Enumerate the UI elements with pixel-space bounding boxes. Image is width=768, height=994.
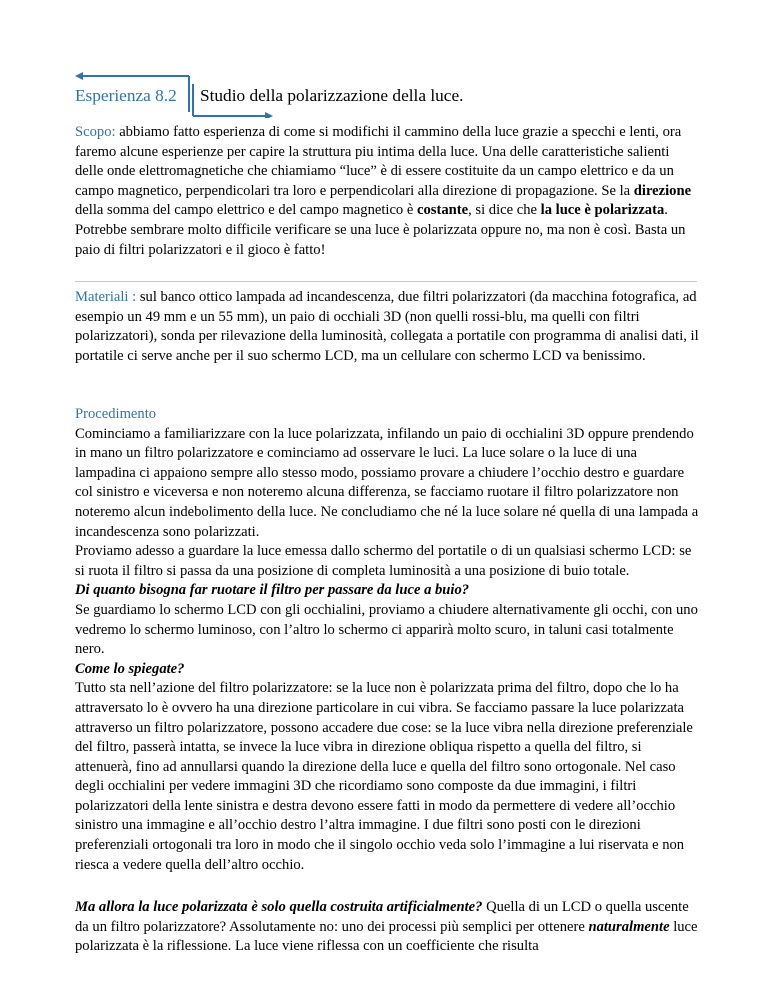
reflection-paragraph — [75, 898, 700, 957]
question-explain: Come lo spiegate? — [75, 660, 185, 677]
materiali-text: sul banco ottico lampada ad incandescenza, due filtri polarizzatori (da macchina fotografica, ad esempio un 49 mm e un 55 mm), un paio di occhiali 3D (non quelli rossi-blu, ma quelli con filtri polarizzatori), sonda per rilevazione della luminosità, collegata a portatile con programma di analisi dati, il portatile ci serve anche per il suo schermo LCD, ma un cellulare con schermo LCD va benissimo. — [75, 289, 699, 364]
section-divider — [75, 281, 697, 282]
procedimento-label: Procedimento — [75, 406, 157, 422]
experiment-header — [75, 70, 575, 118]
reflection-text: luce polarizzata è la riflessione. La luce viene riflessa con un coefficiente che risulta — [75, 918, 698, 955]
reflection-text: Quella di un LCD o quella uscente da un filtro polarizzatore? Assolutamente no: uno dei processi più semplici per ottenere — [75, 899, 689, 935]
procedimento-paragraph-2: Proviamo adesso a guardare la luce emessa dallo schermo del portatile o di un qualsiasi schermo LCD: se si ruota il filtro si passa da una posizione di completa luminosità a una posizione di buio totale. — [75, 543, 692, 579]
question-artificial: Ma allora la luce polarizzata è solo quella costruita artificialmente? — [75, 899, 483, 915]
section-reflection — [75, 898, 700, 957]
scopo-bold-costante: costante — [417, 202, 469, 219]
materiali-label: Materiali : — [75, 289, 137, 305]
scopo-text: abbiamo fatto esperienza di come si modifichi il cammino della luce grazie a specchi e lenti, ora faremo alcune esperienze per capire la struttura piu intima della luce. Una delle caratteristiche salienti delle onde elettromagnetiche che chiamiamo “luce” è di essere costituite da un campo elettrico e da un campo magnetico, perpendicolari tra loro e perpendicolari alla direzione di propagazione. Se la — [75, 124, 682, 199]
question-rotation: Di quanto bisogna far ruotare il filtro per passare da luce a buio? — [75, 582, 470, 599]
scopo-text: . Potrebbe sembrare molto difficile verificare se una luce è polarizzata oppure no, ma non è così. Basta un paio di filtri polarizzatori e il gioco è fatto! — [75, 202, 686, 258]
scopo-label: Scopo: — [75, 124, 116, 140]
scopo-text: della somma del campo elettrico e del campo magnetico è — [75, 202, 418, 219]
section-materiali — [75, 288, 700, 366]
reflection-emphasis: naturalmente — [588, 918, 670, 935]
experiment-number: Esperienza 8.2 — [75, 86, 177, 105]
scopo-text: , si dice che — [468, 202, 541, 219]
scopo-paragraph — [75, 123, 700, 260]
procedimento-paragraph-4: Tutto sta nell’azione del filtro polarizzatore: se la luce non è polarizzata prima del filtro, dopo che lo ha attraversato lo è ovvero ha una direzione particolare in cui vibra. Se facciamo passare la luce polarizzata attraverso un filtro polarizzatore, possono accadere due cose: se la luce vibra nella direzione preferenziale del filtro, passerà intatta, se invece la luce vibra in direzione obliqua rispetto a quella del filtro, si attenuerà, fino ad annullarsi quando la direzione della luce e quella del filtro sono ortogonale. Nel caso degli occhialini per vedere immagini 3D che ricordiamo sono composte da due immagini, i filtri polarizzatori della lente sinistra e destra devono essere fatti in modo da permettere di vedere all’occhio sinistro una immagine e all’occhio destro l’altra immagine. I due filtri sono posti con le direzioni preferenziali ortogonali tra loro in modo che il singolo occhio veda solo l’immagine a lui riservata e non riesca a vedere quella dell’altro occhio. — [75, 680, 693, 873]
section-scopo — [75, 123, 700, 260]
materiali-paragraph — [75, 288, 700, 366]
page-title: Studio della polarizzazione della luce. — [200, 86, 464, 105]
section-procedimento — [75, 405, 700, 875]
scopo-bold-direzione: direzione — [633, 182, 692, 199]
scopo-bold-polarizzata: la luce è polarizzata — [540, 202, 665, 219]
procedimento-paragraph-3: Se guardiamo lo schermo LCD con gli occhialini, proviamo a chiudere alternativamente gli occhi, con uno vedremo lo schermo luminoso, con l’altro lo schermo ci apparirà molto scuro, in taluni casi totalmente nero. — [75, 601, 698, 658]
procedimento-paragraph-1: Cominciamo a familiarizzare con la luce polarizzata, infilando un paio di occhialini 3D oppure prendendo in mano un filtro polarizzatore e cominciamo ad osservare le luci. La luce solare o la luce di una lampadina ci appaiono sempre allo stesso modo, possiamo provare a chiudere l’occhio destro e guardare col sinistro e viceversa e non noteremo alcuna differenza, se facciamo ruotare il filtro polarizzatore non noteremo alcun indebolimento della luce. Ne concludiamo che né la luce solare né quella di una lampada a incandescenza sono polarizzati. — [75, 425, 699, 540]
